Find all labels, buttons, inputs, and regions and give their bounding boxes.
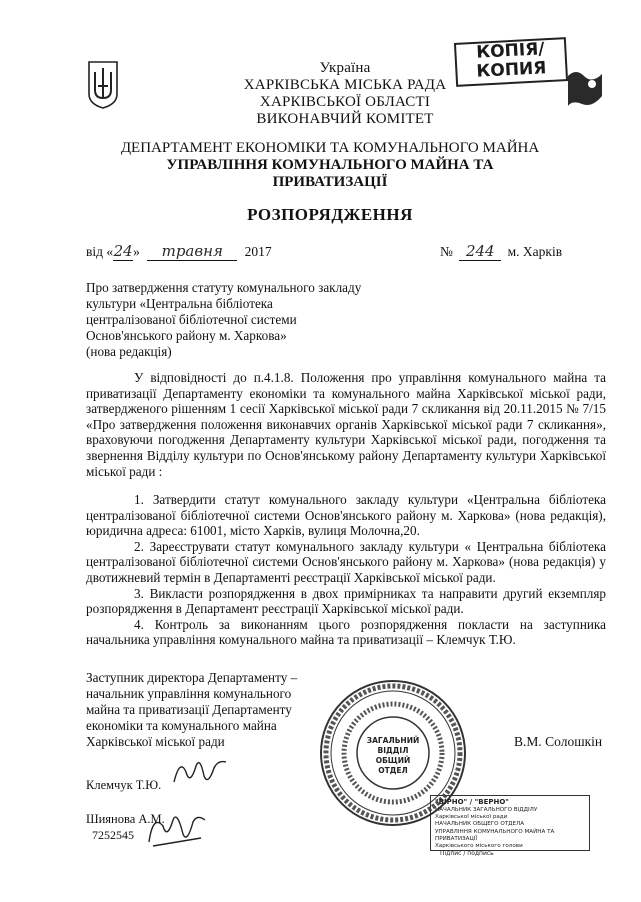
city-label: м. Харків: [507, 244, 563, 259]
verified-stamp: [430, 795, 590, 851]
department-block: [60, 140, 600, 191]
verified-stamp-line: Харківської міської ради: [435, 814, 508, 821]
region-label: ХАРКІВСЬКОЇ ОБЛАСТІ: [259, 94, 431, 110]
document-type-title: РОЗПОРЯДЖЕННЯ: [247, 205, 413, 224]
subject-line: Основ'янського району м. Харкова»: [86, 328, 287, 343]
approver-1: Клемчук Т.Ю.: [86, 778, 162, 792]
department-label: ДЕПАРТАМЕНТ ЕКОНОМІКИ ТА КОМУНАЛЬНОГО МАЙНА: [120, 140, 540, 156]
date-line: [86, 242, 286, 261]
council-label: ХАРКІВСЬКА МІСЬКА РАДА: [243, 77, 447, 93]
country-label: Україна: [319, 60, 371, 76]
directorate-label-2: ПРИВАТИЗАЦІЇ: [272, 174, 388, 190]
directorate-label-1: УПРАВЛІННЯ КОМУНАЛЬНОГО МАЙНА ТА: [166, 157, 494, 173]
signatory-line: начальник управління комунального: [86, 686, 292, 701]
preamble-paragraph: У відповідності до п.4.1.8. Положення про управління комунального майна та приватизації Департаменту економіки та комунального майна Харківської міської ради, затвердженого рішенням 1 сесії Харківської міської ради 7 скликання від 20.11.2015 № 7/15 «Про затвердження положення виконавчих органів Харківської міської ради 7 скликання», враховуючи погодження Департаменту культури Харківської міської ради, погодження та звернення Відділу культури по Основ'янському району Департаменту культури Харківської міської ради :: [86, 370, 606, 479]
subject-line: Про затвердження статуту комунального закладу: [86, 280, 362, 295]
number-prefix: №: [440, 244, 453, 259]
subject-line: культури «Центральна бібліотека: [86, 296, 273, 311]
stamp-center-line3: ОБЩИЙ ОТДЕЛ: [375, 756, 411, 775]
list-item: 1. Затвердити статут комунального закладу культури «Центральна бібліотека централізованої бібліотечної системи Основ'янського району м. Харкова» (нова редакція), юридична адреса: 61001, місто Харків, вулиця Молочна,20.: [86, 492, 606, 539]
verified-stamp-line: НАЧАЛЬНИК ЗАГАЛЬНОГО ВІДДІЛУ: [435, 807, 538, 813]
signatory-line: майна та приватизації Департаменту: [86, 702, 292, 717]
document-number: 244: [459, 242, 501, 261]
stamp-center-line2: ВІДДІЛ: [377, 746, 409, 755]
signature-klemchuk: [170, 752, 230, 792]
verified-stamp-line: НАЧАЛЬНИК ОБЩЕГО ОТДЕЛА: [435, 821, 525, 828]
date-year: 2017: [244, 244, 272, 259]
coat-of-arms-icon: [87, 60, 119, 110]
list-item: 3. Викласти розпорядження в двох примірниках та направити другий екземпляр розпорядження в Департамент реєстрації Харківської міської ради.: [86, 585, 606, 617]
date-day: 24: [113, 242, 133, 260]
copy-stamp-line2: КОПИЯ: [475, 58, 547, 82]
verified-stamp-sign-label: Підпис / подпись: [440, 850, 494, 857]
subject-line: (нова редакція): [86, 344, 172, 359]
signatory-line: Заступник директора Департаменту –: [86, 670, 298, 685]
date-mid: »: [133, 244, 140, 259]
subject-block: [86, 280, 406, 360]
signatory-name: В.М. Солошкін: [514, 734, 603, 749]
verified-stamp-title: "ВІРНО" / "ВЕРНО": [435, 798, 509, 806]
copy-stamp-line1: КОПІЯ/: [475, 39, 545, 63]
city-emblem-icon: [562, 66, 608, 112]
stamp-center-line1: ЗАГАЛЬНИЙ: [366, 736, 420, 745]
list-item: 2. Зареєструвати статут комунального закладу культури « Центральна бібліотека централізованої бібліотечної системи Основ'янського району м. Харкова» (нова редакція) у двотижневий термін в Департаменті реєстрації Харківської міської ради.: [86, 538, 606, 585]
list-item: 4. Контроль за виконанням цього розпорядження покласти на заступника начальника управління комунального майна та приватизації – Клемчук Т.Ю.: [86, 616, 606, 648]
items-list: [86, 492, 606, 648]
committee-label: ВИКОНАВЧИЙ КОМІТЕТ: [256, 111, 434, 127]
date-prefix: від «: [86, 244, 114, 259]
signatory-line: Харківської міської ради: [86, 734, 225, 749]
approver-2: Шиянова А.М.: [86, 812, 165, 826]
signatory-line: економіки та комунального майна: [86, 718, 277, 733]
approver-phone: 7252545: [92, 828, 134, 842]
verified-stamp-line: Харківського міського голови: [435, 843, 523, 850]
signatory-position: [86, 670, 346, 750]
subject-line: централізованої бібліотечної системи: [86, 312, 297, 327]
date-month: травня: [147, 242, 237, 261]
letterhead: [200, 60, 490, 128]
number-line: [440, 242, 610, 261]
verified-stamp-line: УПРАВЛІННЯ КОМУНАЛЬНОГО МАЙНА ТА ПРИВАТИЗАЦІЇ: [435, 828, 555, 842]
